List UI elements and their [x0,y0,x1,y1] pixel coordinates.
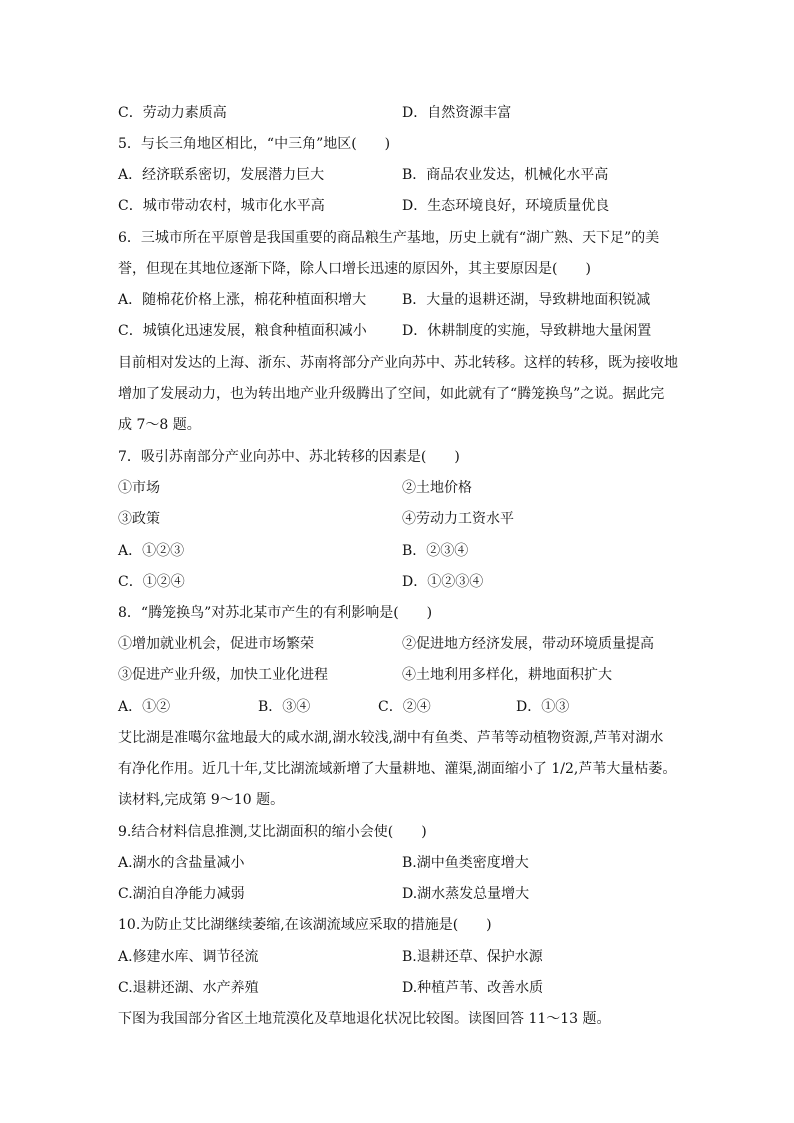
question-9: 9.结合材料信息推测,艾比湖面积的缩小会使( ) [118,824,427,840]
option-line [118,853,678,873]
option-line-four [118,697,678,717]
option-a: A.湖水的含盐量减小 [118,855,245,871]
passage-line: 增加了发展动力，也为转出地产业升级腾出了空间，如此就有了“腾笼换鸟”之说。据此完 [118,386,665,402]
option-line [118,321,678,341]
option-line [118,196,678,216]
option-line [118,290,678,310]
passage-line: 艾比湖是准噶尔盆地最大的咸水湖,湖水较浅,湖中有鱼类、芦苇等动植物资源,芦苇对湖水 [118,730,664,746]
option-line [118,978,678,998]
option-line [118,572,678,592]
option-c: C．城镇化迅速发展，粮食种植面积减小 [118,323,367,339]
option-d: D．①②③④ [402,574,484,590]
item-1: ①增加就业机会，促进市场繁荣 [118,636,314,652]
question-6-cont: 誉，但现在其地位逐渐下降，除人口增长迅速的原因外，其主要原因是( ) [118,261,591,277]
question-10: 10.为防止艾比湖继续萎缩,在该湖流域应采取的措施是( ) [118,917,492,933]
item-3: ③促进产业升级，加快工业化进程 [118,667,328,683]
option-d: D.湖水蒸发总量增大 [402,886,530,902]
option-d: D．自然资源丰富 [402,105,512,121]
option-c: C.退耕还湖、水产养殖 [118,980,259,996]
item-2: ②土地价格 [402,480,472,496]
option-c: C.湖泊自净能力减弱 [118,886,245,902]
item-4: ④劳动力工资水平 [402,511,514,527]
option-line [118,165,678,185]
option-a: A．①② [118,699,171,715]
option-a: A．经济联系密切，发展潜力巨大 [118,167,325,183]
question-8: 8．“腾笼换鸟”对苏北某市产生的有利影响是( ) [118,605,433,621]
passage-line: 目前相对发达的上海、浙东、苏南将部分产业向苏中、苏北转移。这样的转移，既为接收地 [118,355,678,371]
figure-intro: 下图为我国部分省区土地荒漠化及草地退化状况比较图。读图回答 11～13 题。 [118,1011,611,1027]
option-line [118,884,678,904]
option-b: B．②③④ [402,543,469,559]
option-c: C．城市带动农村，城市化水平高 [118,198,325,214]
question-6: 6．三城市所在平原曾是我国重要的商品粮生产基地，历史上就有“湖广熟、天下足”的美 [118,230,660,246]
option-b: B.湖中鱼类密度增大 [402,855,529,871]
option-c: C．劳动力素质高 [118,105,227,121]
option-c: C．②④ [378,699,431,715]
option-line [118,478,678,498]
option-d: D．休耕制度的实施，导致耕地大量闲置 [402,323,652,339]
item-3: ③政策 [118,511,160,527]
option-line [118,541,678,561]
passage-line: 读材料,完成第 9～10 题。 [118,792,285,808]
option-a: A．随棉花价格上涨，棉花种植面积增大 [118,292,367,308]
option-a: A．①②③ [118,543,185,559]
option-b: B．③④ [258,699,311,715]
option-d: D.种植芦苇、改善水质 [402,980,544,996]
option-b: B.退耕还草、保护水源 [402,949,543,965]
question-7: 7．吸引苏南部分产业向苏中、苏北转移的因素是( ) [118,449,460,465]
option-b: B．商品农业发达，机械化水平高 [402,167,609,183]
passage-line: 成 7～8 题。 [118,417,201,433]
option-d: D．生态环境良好，环境质量优良 [402,198,610,214]
passage-line: 有净化作用。近几十年,艾比湖流域新增了大量耕地、灌渠,湖面缩小了 1/2,芦苇大量枯萎。 [118,761,677,777]
item-1: ①市场 [118,480,160,496]
item-2: ②促进地方经济发展，带动环境质量提高 [402,636,654,652]
option-line [118,103,678,123]
option-line [118,665,678,685]
item-4: ④土地利用多样化，耕地面积扩大 [402,667,612,683]
option-c: C．①②④ [118,574,185,590]
option-line [118,634,678,654]
option-line [118,947,678,967]
option-line [118,509,678,529]
option-b: B．大量的退耕还湖，导致耕地面积锐减 [402,292,651,308]
option-a: A.修建水库、调节径流 [118,949,259,965]
question-5: 5．与长三角地区相比，“中三角”地区( ) [118,136,391,152]
option-d: D．①③ [516,699,570,715]
